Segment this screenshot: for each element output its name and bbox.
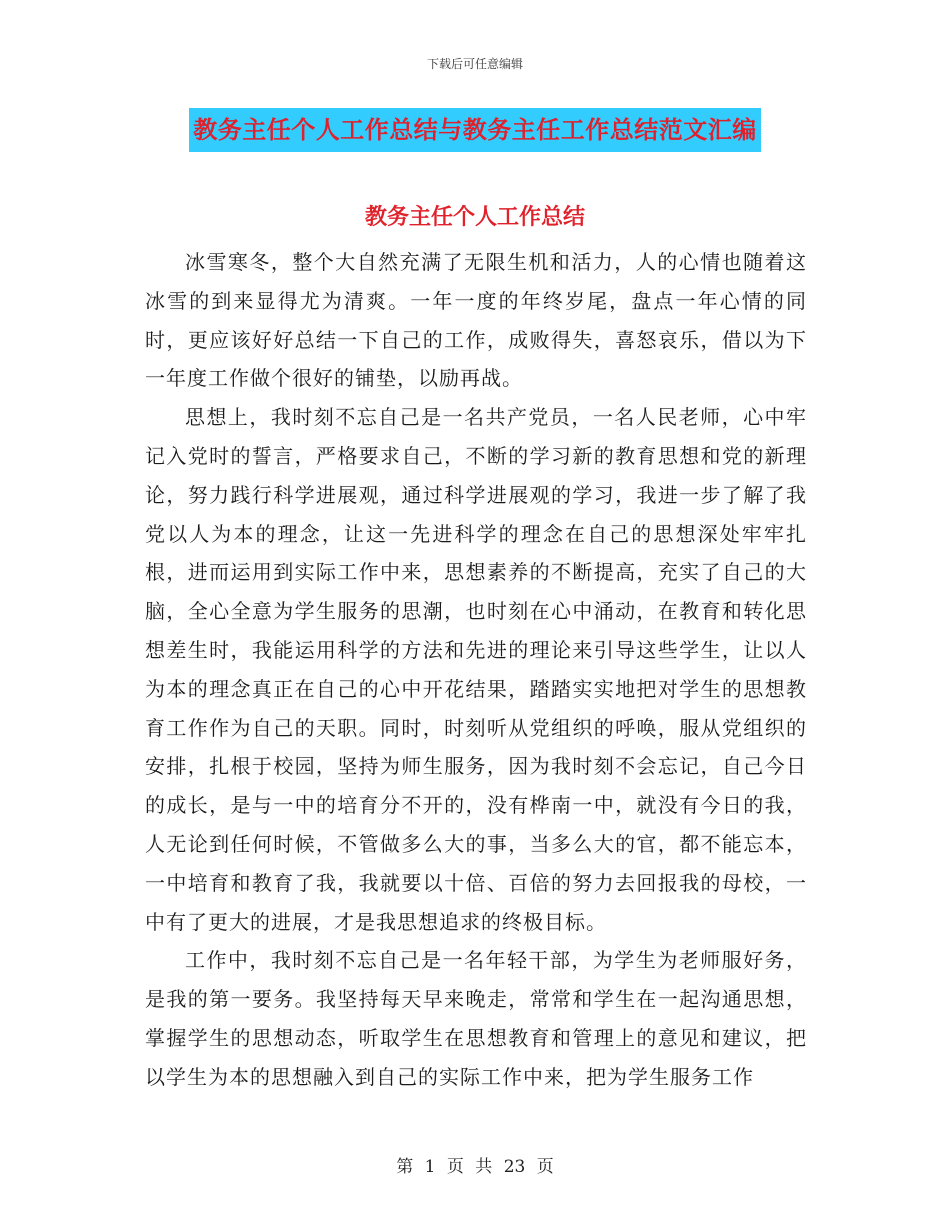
document-title-container <box>0 108 950 152</box>
paragraph-3: 工作中，我时刻不忘自己是一名年轻干部，为学生为老师服好务，是我的第一要务。我坚持每天早来晚走，常常和学生在一起沟通思想，掌握学生的思想动态，听取学生在思想教育和管理上的意见和建议，把以学生为本的思想融入到自己的实际工作中来，把为学生服务工作 <box>145 948 807 1089</box>
document-body <box>145 243 807 1097</box>
document-title: 教务主任个人工作总结与教务主任工作总结范文汇编 <box>189 108 761 152</box>
page-number-footer: 第 1 页 共 23 页 <box>396 1157 554 1177</box>
section-title: 教务主任个人工作总结 <box>364 205 585 230</box>
page-header-note: 下载后可任意编辑 <box>426 57 523 71</box>
paragraph-2: 思想上，我时刻不忘自己是一名共产党员，一名人民老师，心中牢记入党时的誓言，严格要求自己，不断的学习新的教育思想和党的新理论，努力践行科学进展观，通过科学进展观的学习，我进一步了解了我党以人为本的理念，让这一先进科学的理念在自己的思想深处牢牢扎根，进而运用到实际工作中来，思想素养的不断提高，充实了自己的大脑，全心全意为学生服务的思潮，也时刻在心中涌动，在教育和转化思想差生时，我能运用科学的方法和先进的理论来引导这些学生，让以人为本的理念真正在自己的心中开花结果，踏踏实实地把对学生的思想教育工作作为自己的天职。同时，时刻听从党组织的呼唤，服从党组织的安排，扎根于校园，坚持为师生服务，因为我时刻不会忘记，自己今日的成长，是与一中的培育分不开的，没有桦南一中，就没有今日的我，人无论到任何时候，不管做多么大的事，当多么大的官，都不能忘本，一中培育和教育了我，我就要以十倍、百倍的努力去回报我的母校，一中有了更大的进展，才是我思想追求的终极目标。 <box>145 405 807 934</box>
paragraph-1: 冰雪寒冬，整个大自然充满了无限生机和活力，人的心情也随着这冰雪的到来显得尤为清爽。一年一度的年终岁尾，盘点一年心情的同时，更应该好好总结一下自己的工作，成败得失，喜怒哀乐，借以为下一年度工作做个很好的铺垫，以励再战。 <box>145 250 807 391</box>
